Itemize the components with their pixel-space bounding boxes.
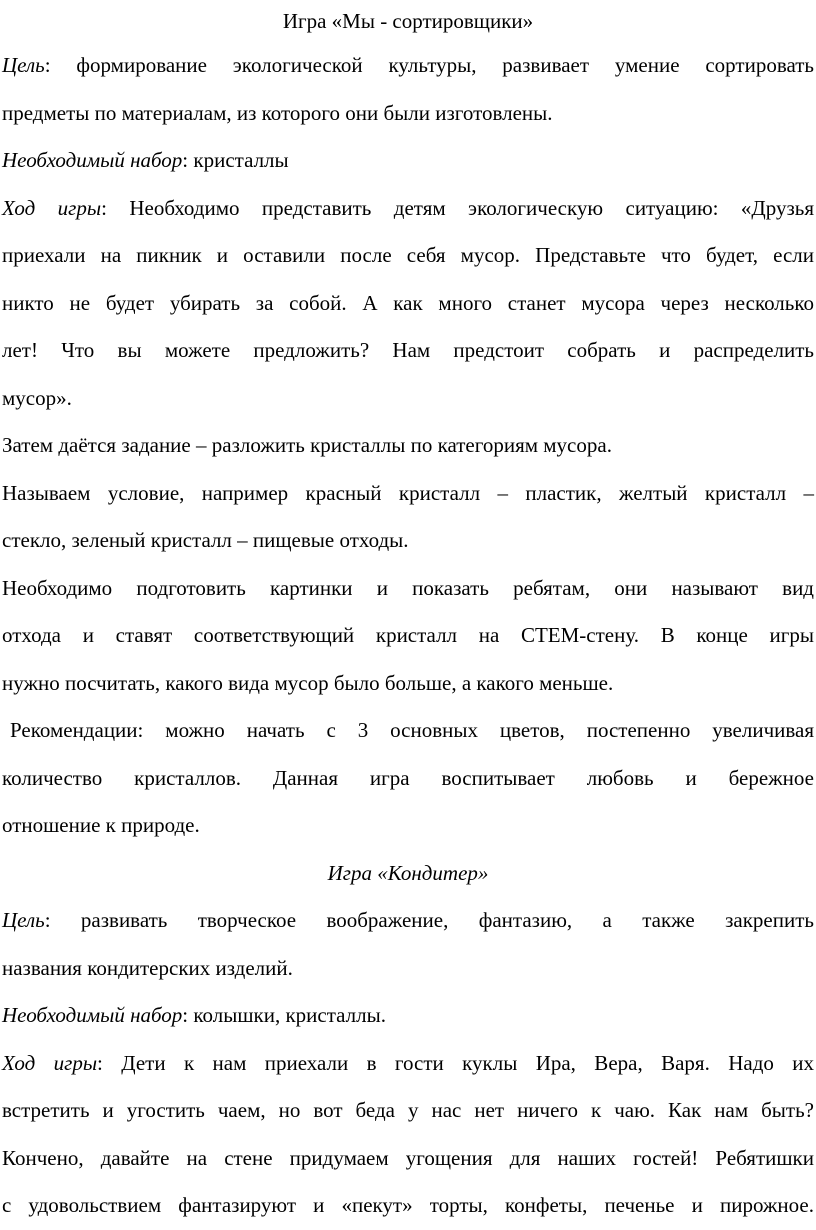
- game1-prep-line1: Необходимо подготовить картинки и показать ребятам, они называют вид: [2, 575, 814, 600]
- game1-kit-label: Необходимый набор: [2, 148, 183, 172]
- game1-course-line4: лет! Что вы можете предложить? Нам предстоит собрать и распределить: [2, 338, 814, 362]
- game2-course-line4: с удовольствием фантазируют и «пекут» торты, конфеты, печенье и пирожное.: [2, 1193, 814, 1217]
- game1-rec-line3: отношение к природе.: [2, 813, 200, 837]
- game2-course-line1: Ход игры: Дети к нам приехали в гости куклы Ира, Вера, Варя. Надо их: [2, 1050, 814, 1075]
- game2-course-line3: Кончено, давайте на стене придумаем угощения для наших гостей! Ребятишки: [2, 1145, 814, 1170]
- game1-goal-label: Цель: [2, 53, 45, 77]
- game1-cond-line2: стекло, зеленый кристалл – пищевые отходы.: [2, 528, 409, 552]
- game1-course-line2: приехали на пикник и оставили после себя мусор. Представьте что будет, если: [2, 243, 814, 267]
- game1-course-line1: Ход игры: Необходимо представить детям экологическую ситуацию: «Друзья: [2, 195, 814, 220]
- game1-kit-line: Необходимый набор: кристаллы: [2, 148, 289, 172]
- game1-goal-line2: предметы по материалам, из которого они были изготовлены.: [2, 100, 553, 125]
- game1-task-line: Затем даётся задание – разложить кристаллы по категориям мусора.: [2, 433, 612, 457]
- game1-prep-line2: отхода и ставят соответствующий кристалл на СТЕМ-стену. В конце игры: [2, 623, 814, 647]
- game1-cond-line1: Называем условие, например красный кристалл – пластик, желтый кристалл –: [2, 480, 814, 505]
- game2-course-label: Ход игры: [2, 1050, 98, 1075]
- game2-goal-line1: Цель: развивать творческое воображение, фантазию, а также закрепить: [2, 908, 814, 932]
- game2-kit-line: Необходимый набор: колышки, кристаллы.: [2, 1003, 386, 1027]
- game1-prep-line3: нужно посчитать, какого вида мусор было больше, а какого меньше.: [2, 670, 614, 695]
- game2-course-line2: встретить и угостить чаем, но вот беда у нас нет ничего к чаю. Как нам быть?: [2, 1098, 814, 1122]
- game2-goal-label: Цель: [2, 908, 45, 932]
- game1-course-line5: мусор».: [2, 385, 72, 410]
- game2-title: Игра «Кондитер»: [327, 860, 489, 885]
- game1-rec-line2: количество кристаллов. Данная игра воспитывает любовь и бережное: [2, 765, 814, 790]
- game1-title: Игра «Мы - сортировщики»: [282, 9, 534, 33]
- game1-course-label: Ход игры: [2, 195, 102, 220]
- game1-goal-line1: Цель: формирование экологической культуры, развивает умение сортировать: [2, 53, 814, 77]
- game2-kit-label: Необходимый набор: [2, 1003, 183, 1027]
- game1-course-line3: никто не будет убирать за собой. А как много станет мусора через несколько: [2, 290, 814, 315]
- game2-goal-line2: названия кондитерских изделий.: [2, 955, 293, 980]
- game1-rec-line1: Рекомендации: можно начать с 3 основных цветов, постепенно увеличивая: [10, 718, 814, 742]
